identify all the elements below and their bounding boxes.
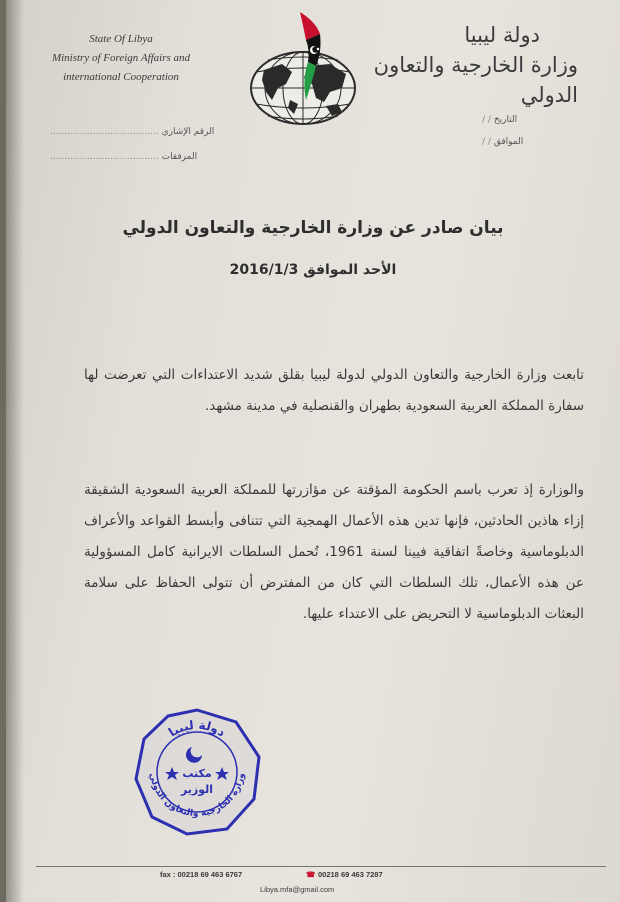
date-marks: / / xyxy=(482,115,491,125)
stamp-bottom-text: وزارة الخارجية والتعاون الدولي xyxy=(147,772,247,820)
date-label: التاريخ xyxy=(493,115,518,125)
statement-date: الأحد الموافق 2016/1/3 xyxy=(229,262,397,278)
letter-page xyxy=(6,0,620,902)
corresponding-marks: / / xyxy=(482,137,491,147)
date-field xyxy=(482,115,517,125)
stamp-center-minister: الوزير xyxy=(180,783,214,796)
ref-number-label: الرقم الإشاري xyxy=(161,127,215,137)
english-line-ministry: Ministry of Foreign Affairs and xyxy=(51,52,191,64)
arabic-state-name: دولة ليبيا xyxy=(464,23,540,47)
email-address: Libya.mfa@gmail.com xyxy=(260,885,335,894)
phone-number: 00218 69 463 7287 xyxy=(318,870,383,879)
stamp-top-text: دولة ليبيا xyxy=(166,717,228,740)
english-line-cooperation: international Cooperation xyxy=(63,71,179,83)
fax-number: fax : 00218 69 463 6767 xyxy=(160,870,243,879)
attachments-dots: ...................................... xyxy=(50,152,159,162)
english-line-state: State Of Libya xyxy=(89,33,153,45)
stamp-center-office: مكتب xyxy=(182,767,212,780)
ministry-globe-logo xyxy=(238,8,368,128)
ref-number-dots: ...................................... xyxy=(50,127,159,137)
english-letterhead xyxy=(16,30,226,87)
corresponding-date-field xyxy=(482,137,523,147)
arabic-letterhead xyxy=(368,20,578,110)
footer-divider xyxy=(36,866,606,867)
page-shadow xyxy=(6,0,24,902)
ref-number-field xyxy=(50,127,214,137)
attachments-field xyxy=(50,152,197,162)
arabic-ministry-name: وزارة الخارجية والتعاون الدولي xyxy=(373,53,578,107)
statement-title: بيان صادر عن وزارة الخارجية والتعاون الدولي xyxy=(122,218,504,238)
ministry-office-stamp xyxy=(132,707,262,837)
phone-icon: ☎ xyxy=(306,870,316,879)
attachments-label: المرفقات xyxy=(161,152,198,162)
paragraph-1: تابعت وزارة الخارجية والتعاون الدولي لدولة ليبيا بقلق شديد الاعتداءات التي تعرضت لها سفارة المملكة العربية السعودية بطهران والقنصلية في مدينة مشهد. xyxy=(84,367,584,414)
corresponding-label: الموافق xyxy=(493,137,524,147)
paragraph-2: والوزارة إذ تعرب باسم الحكومة المؤقتة عن مؤازرتها للمملكة العربية السعودية الشقيقة إزاء هاذين الحادثين، فإنها تدين هذه الأعمال الهمجية التي تتنافى وأبسط القواعد والأعراف الدبلوماسية وخاصةً اتفاقية فيينا لسنة 1961، تُحمل السلطات الايرانية كامل المسؤولية عن هذه الأعمال، تلك السلطات التي كان من المفترض أن تتولى الحفاظ على سلامة البعثات الدبلوماسية لا التحريض على الاعتداء عليها. xyxy=(84,482,584,622)
